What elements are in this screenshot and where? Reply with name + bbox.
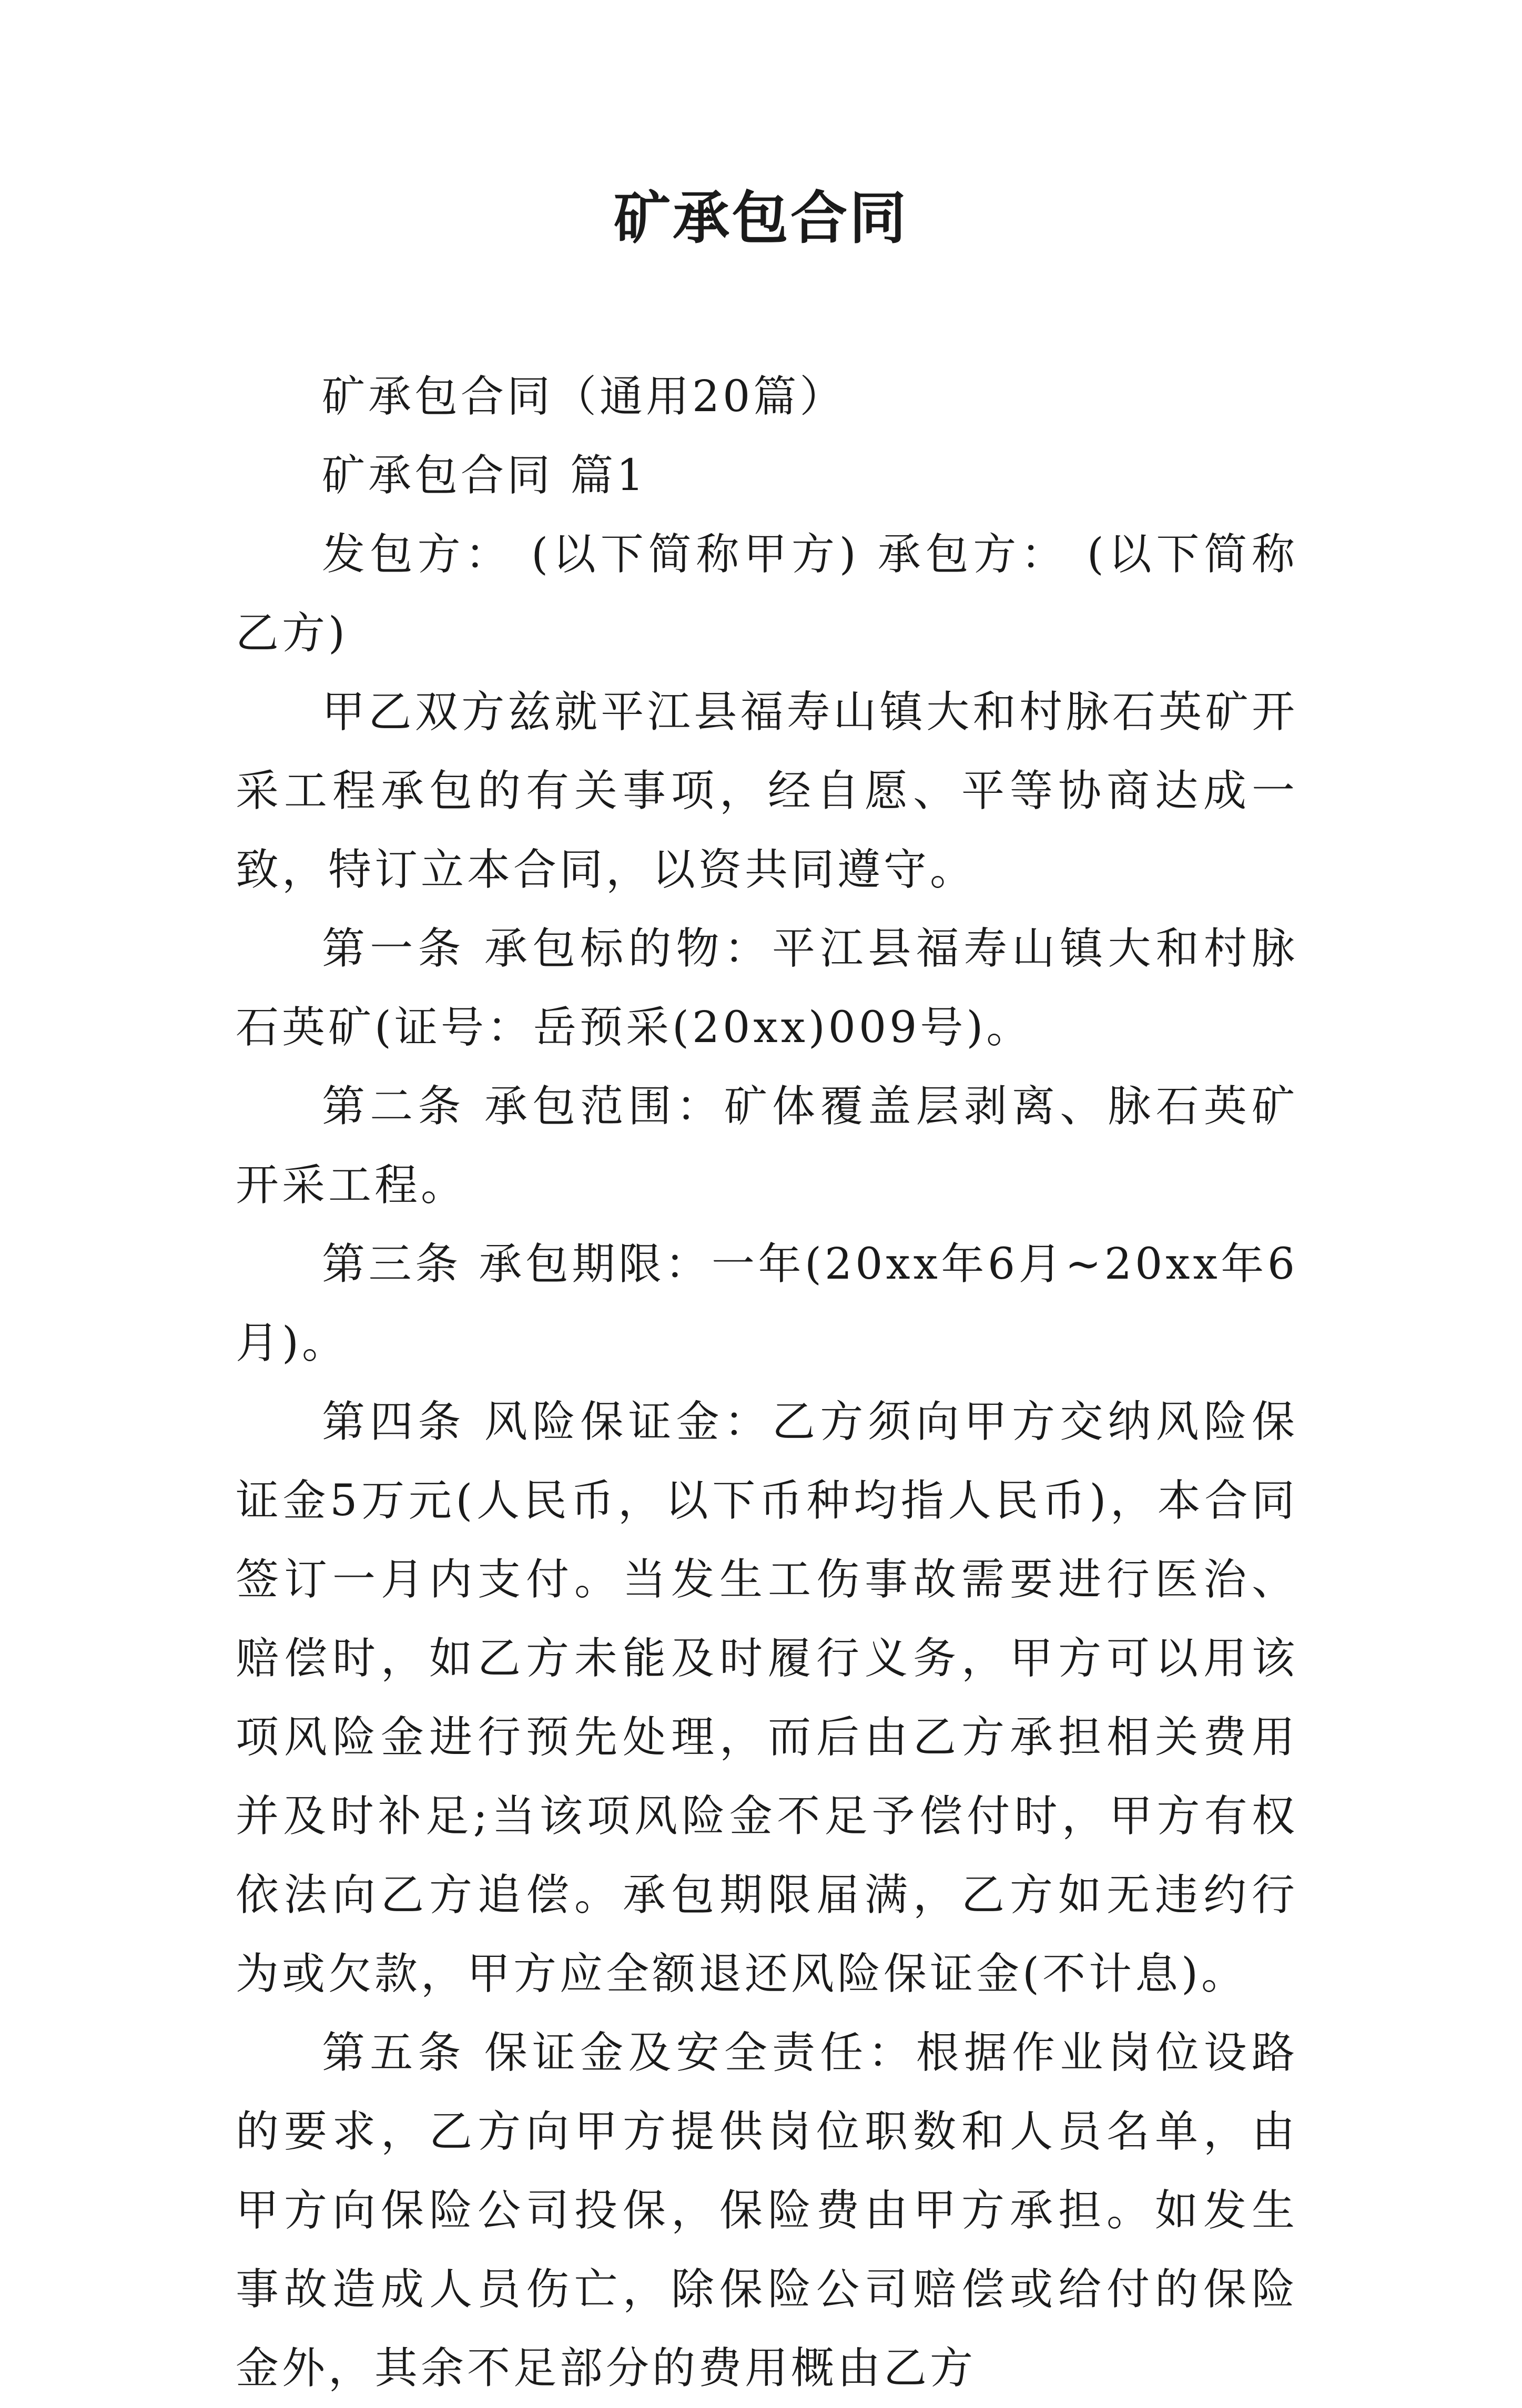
paragraph-article-2: 第二条 承包范围：矿体覆盖层剥离、脉石英矿开采工程。 [236,1081,1298,1210]
document-body [236,358,1298,2408]
paragraph-section-heading: 矿承包合同 篇1 [322,451,647,501]
paragraph-article-5: 第五条 保证金及安全责任：根据作业岗位设路的要求，乙方向甲方提供岗位职数和人员名单，由甲方向保险公司投保，保险费由甲方承担。如发生事故造成人员伤亡，除保险公司赔偿或给付的保险金外，其余不足部分的费用概由乙方 [236,2028,1298,2393]
paragraph-article-4: 第四条 风险保证金：乙方须向甲方交纳风险保证金5万元(人民币，以下币种均指人民币)，本合同签订一月内支付。当发生工伤事故需要进行医治、赔偿时，如乙方未能及时履行义务，甲方可以用该项风险金进行预先处理，而后由乙方承担相关费用并及时补足;当该项风险金不足予偿付时，甲方有权依法向乙方追偿。承包期限届满，乙方如无违约行为或欠款，甲方应全额退还风险保证金(不计息)。 [236,1397,1298,1999]
paragraph-subtitle: 矿承包合同（通用20篇） [322,372,846,422]
paragraph-preamble: 甲乙双方兹就平江县福寿山镇大和村脉石英矿开采工程承包的有关事项，经自愿、平等协商达成一致，特订立本合同，以资共同遵守。 [236,687,1298,895]
paragraph-article-3: 第三条 承包期限：一年(20xx年6月~20xx年6月)。 [236,1239,1298,1368]
document-title: 矿承包合同 [613,185,908,251]
paragraph-article-1: 第一条 承包标的物：平江县福寿山镇大和村脉石英矿(证号：岳预采(20xx)009号)。 [236,924,1298,1053]
paragraph-parties: 发包方： (以下简称甲方) 承包方： (以下简称乙方) [236,529,1298,658]
